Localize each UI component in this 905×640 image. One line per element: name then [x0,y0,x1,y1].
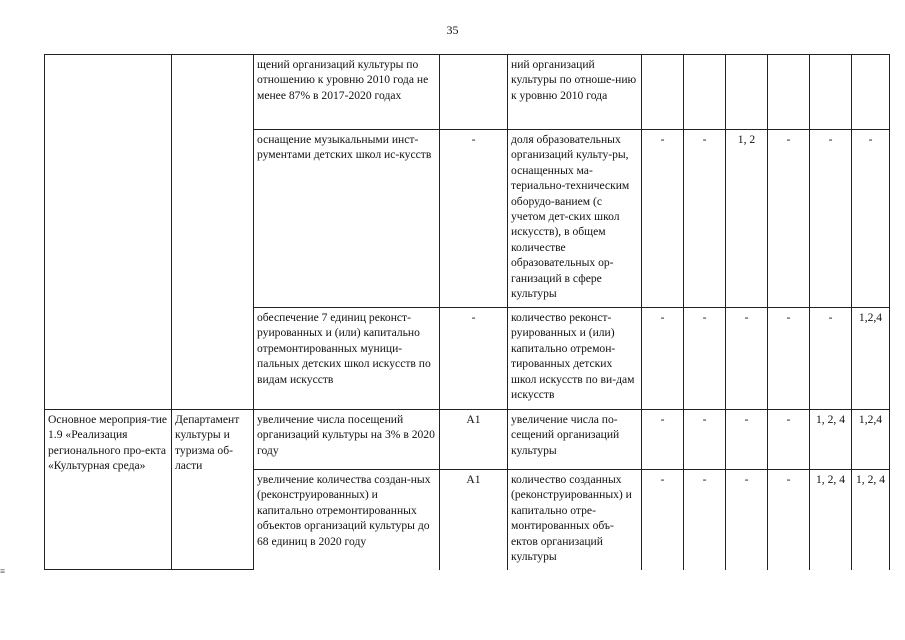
year-cell: - [810,130,852,308]
event-cell [45,55,172,410]
task-cell: обеспечение 7 единиц реконст-руированных и (или) капитально отремонтированных муници-пальных детских школ искусств по видам искусств [254,308,440,410]
year-cell: - [684,308,726,410]
year-cell [642,55,684,130]
year-cell: 1, 2, 4 [852,470,890,570]
code-cell [440,55,508,130]
year-cell: - [684,130,726,308]
year-cell: - [768,470,810,570]
year-cell: - [768,410,810,470]
year-cell: 1,2,4 [852,410,890,470]
executor-cell: Департамент культуры и туризма об-ласти [172,410,254,570]
year-cell [852,55,890,130]
year-cell: 1, 2, 4 [810,410,852,470]
event-cell: Основное мероприя-тие 1.9 «Реализация регионального про-екта «Культурная среда» [45,410,172,570]
year-cell: - [642,308,684,410]
year-cell [768,55,810,130]
year-cell: - [642,410,684,470]
year-cell: - [726,308,768,410]
executor-cell [172,55,254,410]
year-cell: - [768,308,810,410]
code-cell: A1 [440,410,508,470]
year-cell [810,55,852,130]
code-cell: - [440,130,508,308]
indicator-cell: увеличение числа по-сещений организаций культуры [508,410,642,470]
page-number: 35 [446,23,459,37]
task-cell: увеличение числа посещений организаций культуры на 3% в 2020 году [254,410,440,470]
year-cell: - [642,470,684,570]
year-cell: - [768,130,810,308]
year-cell: - [726,470,768,570]
year-cell: 1, 2, 4 [810,470,852,570]
indicator-cell: ний организаций культуры по отноше-нию к уровню 2010 года [508,55,642,130]
year-cell [726,55,768,130]
table-row [45,55,890,130]
year-cell: - [726,410,768,470]
indicator-cell: количество созданных (реконструированных) и капитально отре-монтированных объ-ектов организаций культуры [508,470,642,570]
year-cell: 1, 2 [726,130,768,308]
year-cell: - [684,470,726,570]
task-cell: увеличение количества создан-ных (реконструированных) и капитально отремонтированных объектов организаций культуры до 68 единиц в 2020 году [254,470,440,570]
program-table [44,54,890,570]
code-cell: A1 [440,470,508,570]
table-row [45,410,890,470]
year-cell: - [642,130,684,308]
code-cell: - [440,308,508,410]
indicator-cell: количество реконст-руированных и (или) капитально отремон-тированных детских школ искусств по ви-дам искусств [508,308,642,410]
task-cell: щений организаций культуры по отношению к уровню 2010 года не менее 87% в 2017-2020 годах [254,55,440,130]
year-cell: - [852,130,890,308]
indicator-cell: доля образовательных организаций культу-ры, оснащенных ма-териально-техническим оборудо-ванием (с учетом дет-ских школ искусств), в общем количестве образовательных ор-ганизаций в сфере культуры [508,130,642,308]
year-cell: - [684,410,726,470]
year-cell: 1,2,4 [852,308,890,410]
year-cell [684,55,726,130]
margin-mark: ≡ [0,566,6,576]
task-cell: оснащение музыкальными инст-рументами детских школ ис-кусств [254,130,440,308]
year-cell: - [810,308,852,410]
